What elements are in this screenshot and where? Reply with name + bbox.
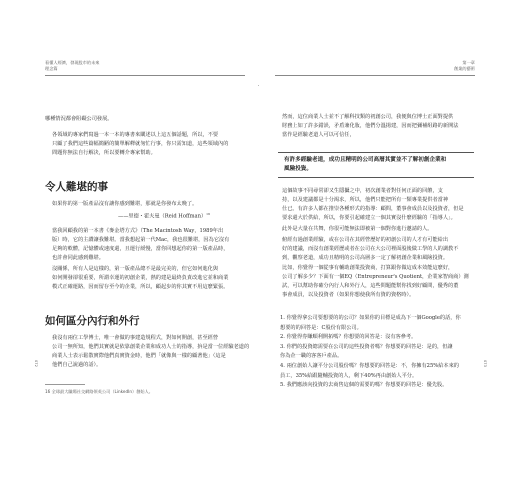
- text-line: 沒關係，所有人是這樣的，第一版產品總不是最完美的，但它如何進化與: [52, 266, 219, 272]
- text-line: 俯經有過創業經驗，或在公司在其經營歷好的初創公司的人才有可能給出: [282, 237, 449, 243]
- epigraph-quote: [52, 200, 197, 209]
- text-line: 各領域的專家們寫過一本一本的專書來闡述以上這五個話題，所以，不要: [52, 132, 219, 138]
- text-line: 商業人士表示鬆散實際他們真實資金時，他們「就像與一樣的顧著他」（這是: [52, 353, 226, 359]
- right-paragraph-3: [282, 225, 432, 234]
- text-line: 他們自己說過的話）。: [52, 362, 102, 368]
- text-line: 到，觀察老道，成功且精明的公司高層多一定了解初創企業和風險投資。: [282, 255, 449, 261]
- text-line: 如何開發卻很重要，所謂幸運的初創企業，熱的建是最終負責改進它並和商業: [52, 275, 229, 281]
- right-header-title: 創業的藝術: [454, 66, 475, 71]
- right-header-chapter: 第一章: [462, 60, 475, 65]
- gutter-mark: [258, 85, 259, 86]
- footnote-rule: [45, 384, 85, 385]
- text-line: 版）時，它的主讚讓我難堪。當我想起第一代Mac，我也很難堪，因為它沒有: [52, 237, 230, 243]
- left-intro-line: 哪種情況都會阻礙公司發展。: [45, 116, 113, 122]
- left-header-rule: [45, 75, 245, 76]
- right-header-rule: [275, 75, 475, 76]
- list-item: 1. 你覺得拿公司要想要的的公司？如果你的目標是成為下一個Google的話，你: [280, 315, 461, 321]
- pull-quote-line: 有許多經驗老道，成功且精明的公司高層其實並不了解初創企業和: [284, 157, 447, 163]
- list-item: 員工，35%給跟隨輔投資的人，剩下40%再由創始人平分。: [280, 372, 418, 379]
- text-line: 試，可以幫助你確分內行人和外行人，這些問題能幫你找到好顧問，優秀的董: [282, 283, 459, 289]
- text-line: 公司一無所知，他們其實就是依靠創業企業和成功人士的指導，拚是當一位經驗老道的: [52, 344, 250, 350]
- text-line: 比如，你覺得一個從事有輔助創業投資商，打算跟你做這成本效能這麼好，: [282, 265, 454, 271]
- text-line: 也許會同此感到難堪。: [52, 255, 104, 261]
- list-item: 你為企一職的客客戶產品。: [280, 353, 343, 360]
- text-line: 這個故事不同尋常卻又生隱攝之中，初次創業者對任何正面的回饋，支: [282, 188, 443, 194]
- left-header-book-title: 看懂人經濟，發現股市的未來: [45, 60, 100, 65]
- text-line: 模式正確運路，因而留存至今的企業，所以，顧起步的你其實不用這麼緊張。: [52, 284, 229, 290]
- list-item: 5. 我們應該向投資的去商售這個的需要的嗎？你想要的回答是：優先股。: [280, 382, 448, 389]
- left-header-section: 理念篇: [45, 66, 58, 71]
- right-paragraph-4: [282, 236, 458, 263]
- left-paragraph-3: [52, 265, 228, 292]
- footnote-marker: 16: [206, 212, 210, 216]
- list-item: 想要的的回答是：C股份有限公司。: [280, 324, 362, 331]
- text-line: 我沒有兩位工學博士，唯一會做的事建造規程式，對如何開創，甚至經營: [52, 335, 219, 341]
- section-heading-embarrassing: 令人難堪的事: [45, 181, 108, 193]
- left-running-header: [45, 60, 99, 72]
- right-running-header: [430, 60, 475, 72]
- text-line: 公司了解多少？下面有一個EQ（Entrepreneur's Quotient，企業家智商商）測: [282, 274, 469, 280]
- left-paragraph-2: [52, 227, 229, 263]
- right-paragraph-1: [282, 113, 458, 140]
- left-page-number: 072: [34, 360, 38, 367]
- left-paragraph-4: [52, 334, 249, 370]
- text-line: 問題你無法自行解決，所以要轉介專家幫助。: [52, 150, 156, 156]
- text-line: 然而，這位商業人士並不了解科技類的初創公司，我便與位博士正面對提供: [282, 114, 454, 120]
- text-line: 事會成員，以及投資者（如果你想使我所有資的資格時）。: [282, 292, 415, 298]
- right-page-number: 073: [483, 360, 487, 367]
- text-line: 仕已。有許多人都在推崇各種形式的指導：顧問，董事會成員以及投資者，但是: [282, 206, 464, 212]
- pull-quote-box: [278, 152, 474, 178]
- eq-test-question-list: [280, 314, 461, 391]
- epigraph-text: 如果你的第一版產品沒有讓你感到難堪，那就是你發布太晚了。: [52, 201, 198, 207]
- text-line: 只顧了我們這些篇幅簡陋的簡單解釋就匆忙行事，你只需知道，這些領域內的: [52, 141, 229, 147]
- list-item: 2. 你覺得券賺順利開拓嗎？你想要的回答是：沒有客參考。: [280, 334, 417, 341]
- epigraph-author: ——里德・霍夫曼（Reid Hoffman）: [118, 213, 207, 220]
- pull-quote-text: [284, 156, 446, 174]
- text-line: 好的建議，而沒有創業經歷或者在公司在大公司裡面股後做工學的人的調教不: [282, 246, 459, 252]
- text-line: 當我回顧我的第一本書《麥金塔方式》（The Macintosh Way，1989年出: [52, 228, 224, 234]
- text-line: 要求還大於供給，所以，你要引起確建立一個其實沒什麼經驗的「指導人」。: [282, 215, 456, 221]
- text-line: 當作是經驗老道人可以可信任，: [282, 132, 355, 138]
- epigraph-attribution: [118, 210, 210, 222]
- section-heading-insiders-outsiders: 如何區分內行和外行: [45, 315, 140, 327]
- list-item: 4. 兩位創始人讓平分公司股份嗎？你想要的回答是：不，你擁有25%給本來的: [280, 362, 459, 369]
- text-line: 持，以及建議都是十分渴求，所以，他們只能把所有一類專業提供者當神: [282, 197, 449, 203]
- text-line: 此外是大量在共舞，你很可能無法即被第一個對你進行邀請的人。: [282, 226, 433, 232]
- pull-quote-line: 風險投資。: [284, 166, 312, 172]
- footnote-text: 16 全球最大職場社交網路領英公司（LinkedIn）創始人。: [45, 389, 153, 394]
- right-paragraph-2: [282, 187, 464, 223]
- text-line: 足夠的軟體，記憶體或速度還，且運行緩慢，當你回想起你的第一版產品時，: [52, 246, 229, 252]
- right-paragraph-5: [282, 264, 469, 300]
- left-paragraph-1: [52, 131, 228, 158]
- text-line: 財務上如了許多錯誤，矛盾兼化妝，他們分溫揚建，因而把彌補組路的新開法: [282, 123, 459, 129]
- list-item: 3. 你們的投資總需要在公司的這些投資者嗎？你想要的回答是：是的，但讓: [280, 343, 453, 350]
